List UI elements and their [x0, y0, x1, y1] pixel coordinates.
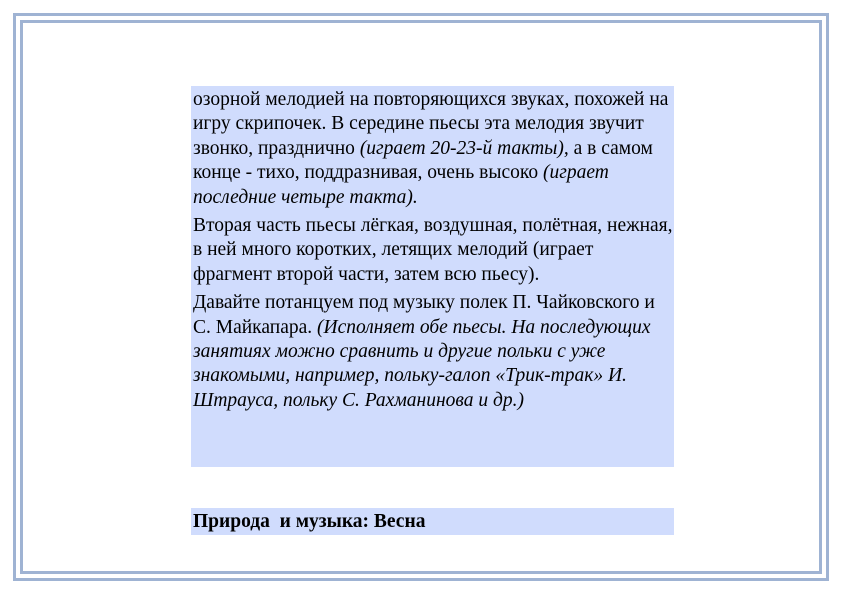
- section-heading: Природа и музыка: Весна: [191, 508, 674, 535]
- paragraph-1-text-b: а в самом конце - тихо, поддразнивая, очень высоко: [193, 137, 653, 184]
- paragraph-3: [193, 291, 674, 413]
- text-block: [191, 86, 674, 467]
- paragraph-2-text: Вторая часть пьесы лёгкая, воздушная, полётная, нежная, в ней много коротких, летящих мелодий (играет фрагмент второй части, затем всю пьесу).: [193, 215, 673, 285]
- paragraph-3-italic: (Исполняет обе пьесы. На последующих занятиях можно сравнить и другие польки с уже знакомыми, например, польку-галоп «Трик-трак» И. Штрауса, польку С. Рахманинова и др.): [193, 316, 651, 411]
- paragraph-3-text: Давайте потанцуем под музыку полек П. Чайковского и С. Майкапара.: [193, 292, 655, 338]
- paragraph-1-italic-b: (играет последние четыре такта).: [193, 162, 609, 208]
- paragraph-1-text-a: озорной мелодией на повторяющихся звуках, похожей на игру скрипочек. В середине пьесы эта мелодия звучит звонко, празднично: [193, 89, 669, 159]
- paragraph-1: [193, 88, 674, 210]
- paragraph-1-italic-a: (играет 20-23-й такты),: [359, 137, 569, 159]
- paragraph-2: [193, 214, 674, 287]
